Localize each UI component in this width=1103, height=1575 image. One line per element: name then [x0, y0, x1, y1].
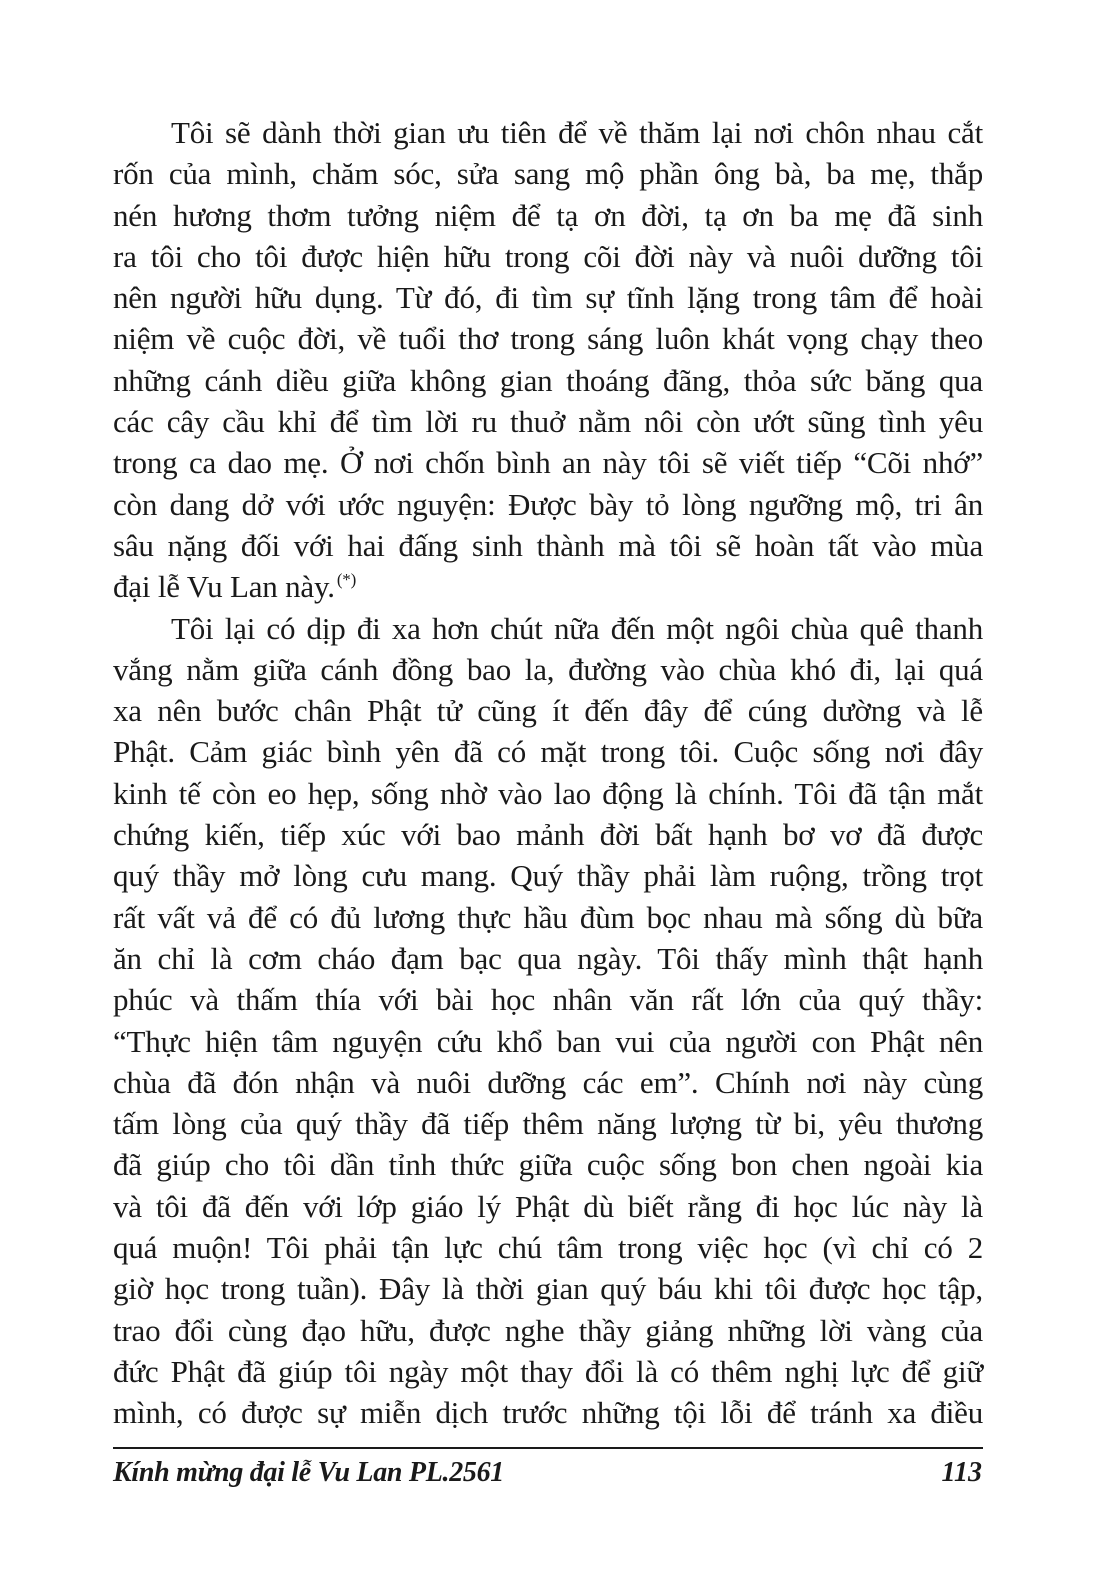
text-line: những cánh diều giữa không gian thoáng đãng, thỏa sức băng qua — [113, 362, 983, 398]
body-text — [113, 112, 983, 1434]
text-line: đã giúp cho tôi dần tỉnh thức giữa cuộc sống bon chen ngoài kia — [113, 1147, 983, 1183]
text-line: trong ca dao mẹ. Ở nơi chốn bình an này tôi sẽ viết tiếp “Cõi nhớ” — [113, 445, 983, 481]
text-line: chứng kiến, tiếp xúc với bao mảnh đời bất hạnh bơ vơ đã được — [113, 817, 983, 853]
text-line: rất vất vả để có đủ lương thực hầu đùm bọc nhau mà sống dù bữa — [113, 899, 983, 935]
text-line: Tôi sẽ dành thời gian ưu tiên để về thăm lại nơi chôn nhau cắt — [171, 115, 983, 150]
text-line: đức Phật đã giúp tôi ngày một thay đổi là có thêm nghị lực để giữ — [113, 1353, 983, 1389]
text-line: mình, có được sự miễn dịch trước những tội lỗi để tránh xa điều — [113, 1395, 983, 1431]
text-line: trao đổi cùng đạo hữu, được nghe thầy giảng những lời vàng của — [113, 1312, 983, 1348]
text-line: quý thầy mở lòng cưu mang. Quý thầy phải làm ruộng, trồng trọt — [113, 858, 983, 894]
text-line: rốn của mình, chăm sóc, sửa sang mộ phần ông bà, ba mẹ, thắp — [113, 156, 983, 192]
footnote-marker: (*) — [336, 570, 357, 590]
text-line: các cây cầu khỉ để tìm lời ru thuở nằm nôi còn ướt sũng tình yêu — [113, 404, 983, 440]
text-line: sâu nặng đối với hai đấng sinh thành mà tôi sẽ hoàn tất vào mùa — [113, 527, 983, 563]
text-line: Phật. Cảm giác bình yên đã có mặt trong tôi. Cuộc sống nơi đây — [113, 734, 983, 770]
text-line: xa nên bước chân Phật tử cũng ít đến đây để cúng dường và lễ — [113, 693, 983, 729]
text-line: nên người hữu dụng. Từ đó, đi tìm sự tĩnh lặng trong tâm để hoài — [113, 280, 983, 316]
line-text: đại lễ Vu Lan này. — [113, 569, 335, 605]
text-line: giờ học trong tuần). Đây là thời gian quý báu khi tôi được học tập, — [113, 1271, 983, 1307]
text-line: tấm lòng của quý thầy đã tiếp thêm năng lượng từ bi, yêu thương — [113, 1106, 983, 1142]
text-line: kinh tế còn eo hẹp, sống nhờ vào lao động là chính. Tôi đã tận mắt — [113, 775, 983, 811]
footer-divider — [113, 1447, 983, 1449]
text-line: ăn chỉ là cơm cháo đạm bạc qua ngày. Tôi thấy mình thật hạnh — [113, 940, 983, 976]
text-line-paragraph-end — [113, 566, 983, 607]
text-line: vắng nằm giữa cánh đồng bao la, đường vào chùa khó đi, lại quá — [113, 651, 983, 687]
text-line: “Thực hiện tâm nguyện cứu khổ ban vui của người con Phật nên — [113, 1023, 983, 1059]
text-line: phúc và thấm thía với bài học nhân văn rất lớn của quý thầy: — [113, 982, 983, 1018]
text-line: ra tôi cho tôi được hiện hữu trong cõi đời này và nuôi dưỡng tôi — [113, 238, 983, 274]
text-line: và tôi đã đến với lớp giáo lý Phật dù biết rằng đi học lúc này là — [113, 1188, 983, 1224]
text-line: còn dang dở với ước nguyện: Được bày tỏ lòng ngưỡng mộ, tri ân — [113, 486, 983, 522]
running-footer-title: Kính mừng đại lễ Vu Lan PL.2561 — [113, 1457, 504, 1488]
text-line: Tôi lại có dịp đi xa hơn chút nữa đến một ngôi chùa quê thanh — [171, 610, 983, 646]
text-line: nén hương thơm tưởng niệm để tạ ơn đời, tạ ơn ba mẹ đã sinh — [113, 197, 983, 233]
page-number: 113 — [941, 1457, 982, 1488]
text-line: chùa đã đón nhận và nuôi dưỡng các em”. Chính nơi này cùng — [113, 1064, 983, 1100]
text-line: quá muộn! Tôi phải tận lực chú tâm trong việc học (vì chỉ có 2 — [113, 1230, 983, 1266]
text-line: niệm về cuộc đời, về tuổi thơ trong sáng luôn khát vọng chạy theo — [113, 321, 983, 357]
